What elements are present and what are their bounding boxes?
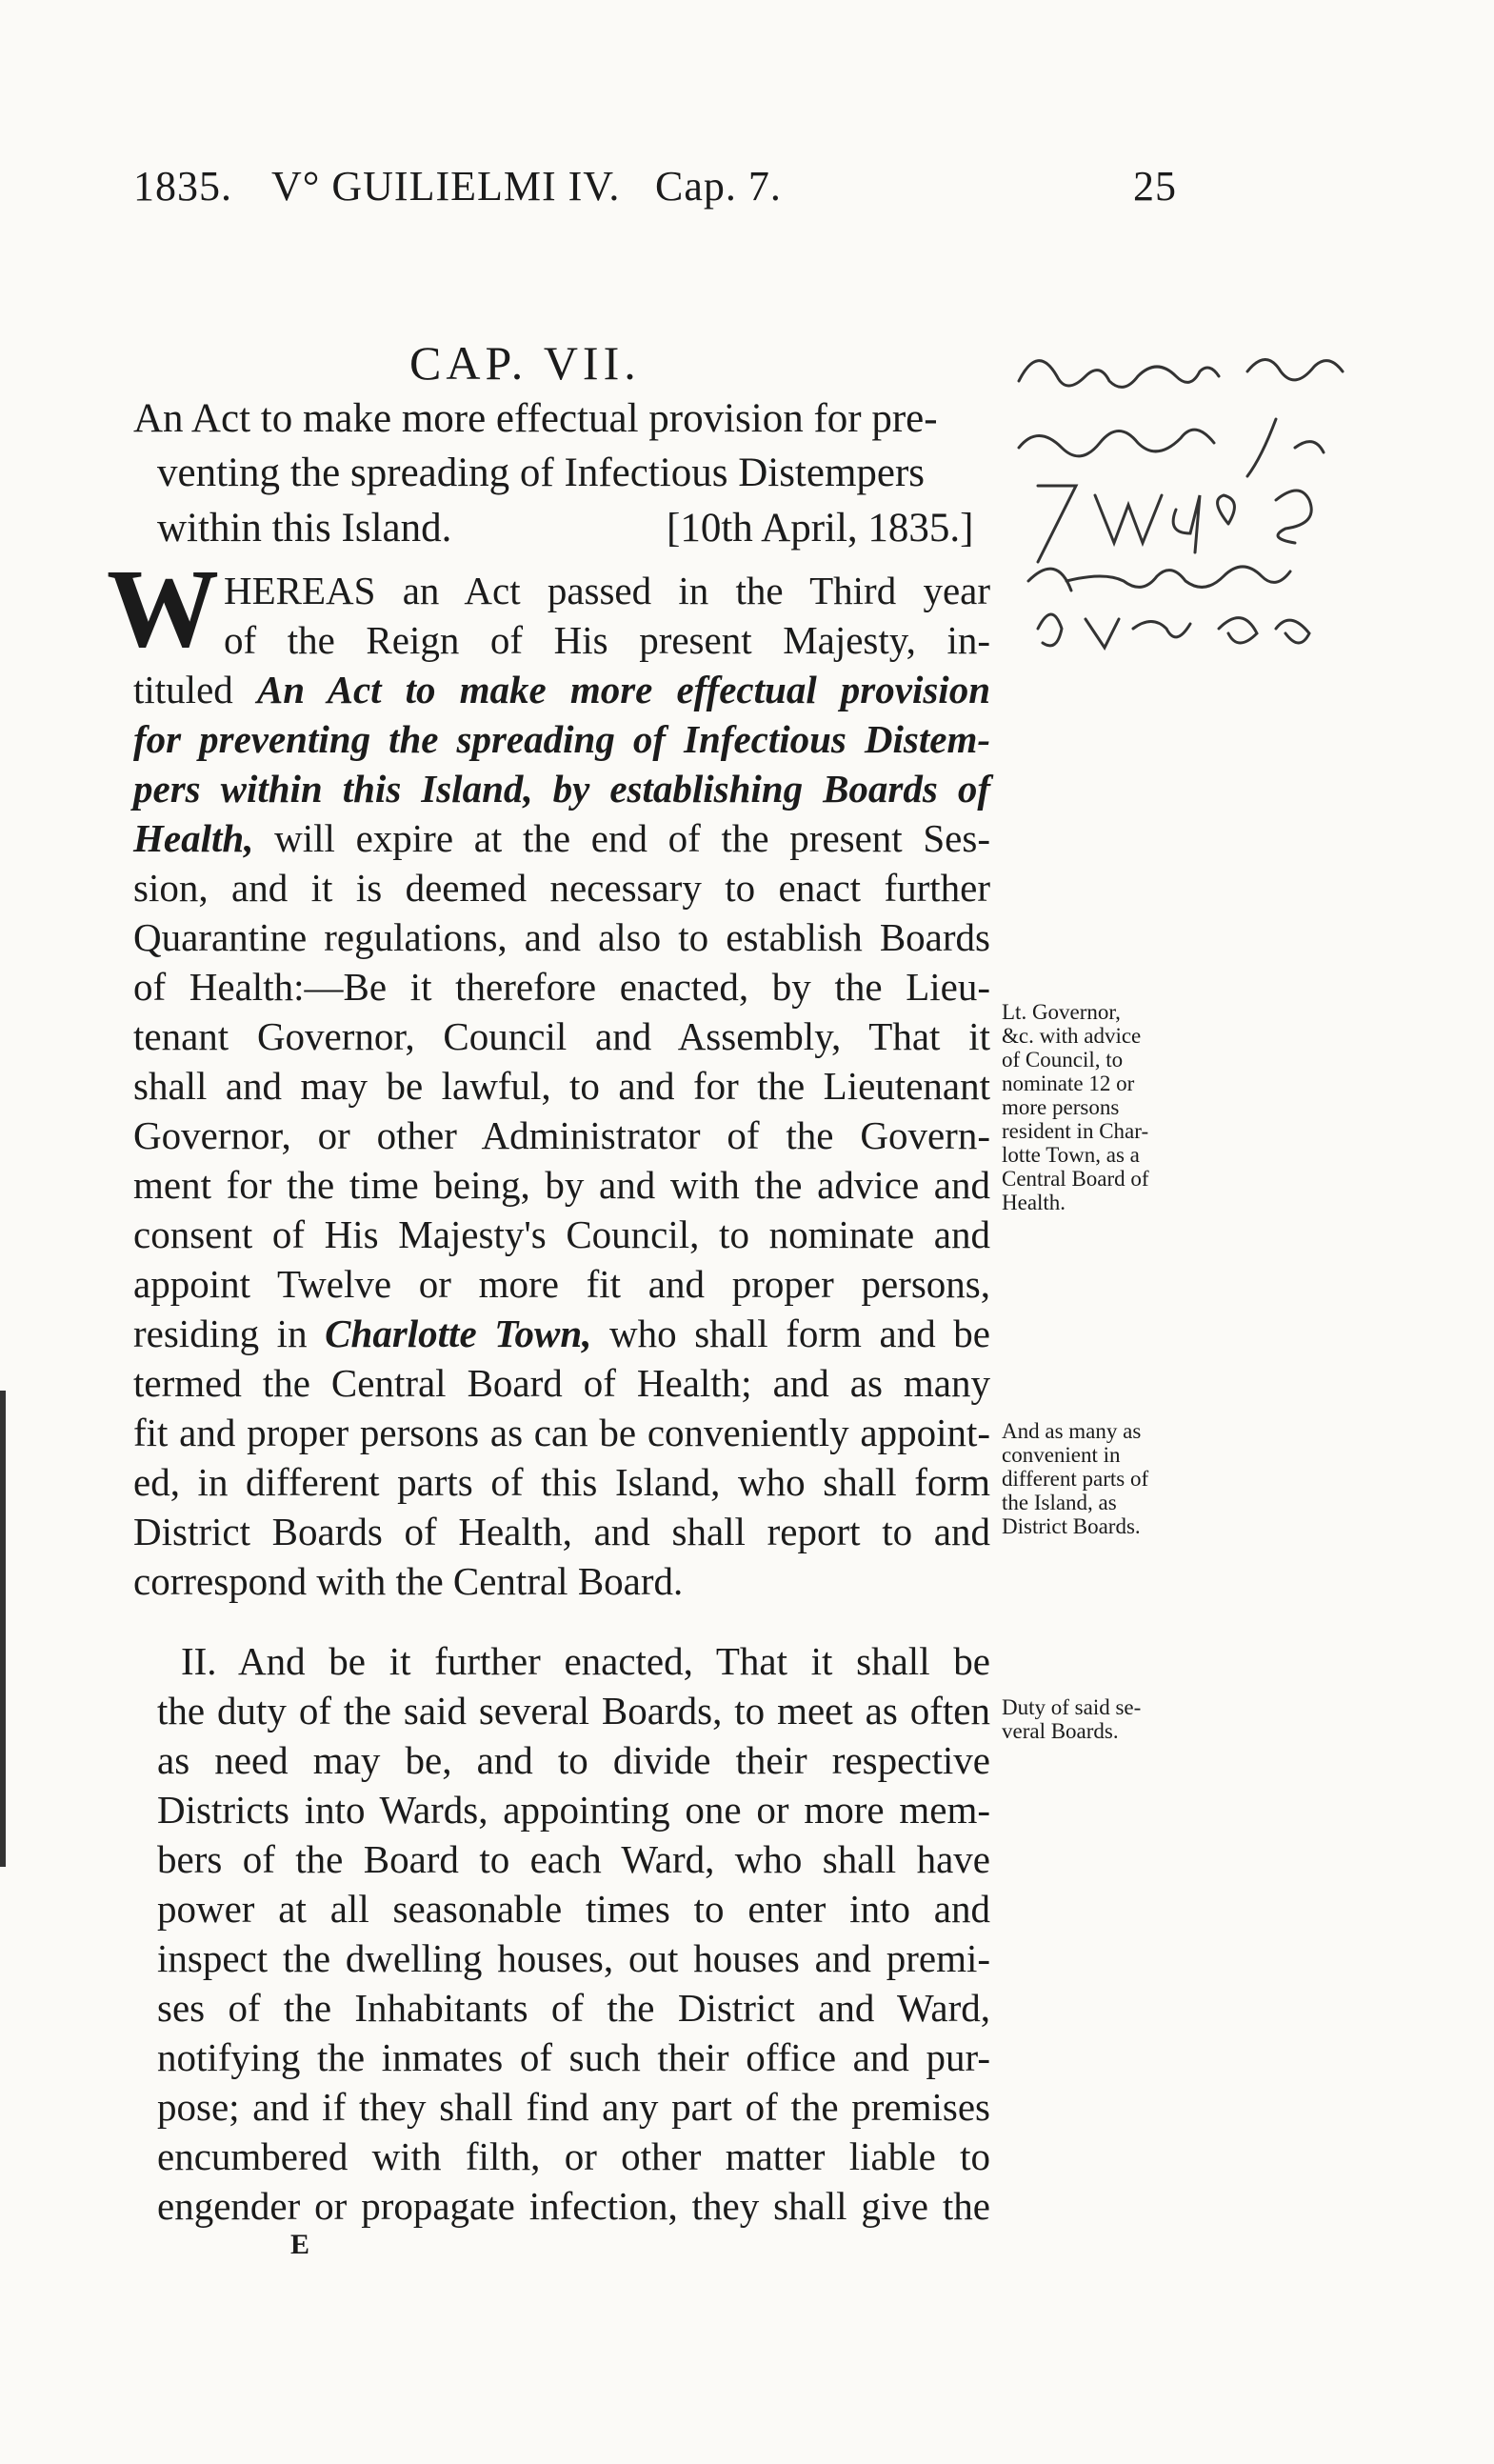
chapter-title: CAP. VII.: [409, 336, 641, 390]
body-text: who shall form and be: [591, 1312, 991, 1355]
marginal-note-line: resident in Char-: [1002, 1119, 1149, 1143]
body-line: consent of His Majesty's Council, to nominate and: [133, 1212, 990, 1256]
marginal-note-line: the Island, as: [1002, 1491, 1117, 1514]
section-line: the duty of the said several Boards, to meet as often: [157, 1689, 990, 1733]
statute-title: Health,: [133, 816, 254, 860]
body-line: of Health:—Be it therefore enacted, by the Lieu-: [133, 965, 990, 1009]
marginal-note-line: convenient in: [1002, 1443, 1121, 1467]
body-line: appoint Twelve or more fit and proper persons,: [133, 1262, 990, 1306]
marginal-note-line: different parts of: [1002, 1467, 1149, 1491]
marginal-note-line: of Council, to: [1002, 1048, 1124, 1072]
marginal-note-line: And as many as: [1002, 1419, 1142, 1443]
marginal-note: [1002, 1695, 1141, 1743]
marginal-note-line: veral Boards.: [1002, 1719, 1119, 1743]
marginal-note-line: nominate 12 or: [1002, 1072, 1135, 1095]
header-year: 1835.: [133, 163, 232, 210]
statute-title-line: for preventing the spreading of Infectious Distem-: [133, 717, 990, 761]
marginal-note-line: Duty of said se-: [1002, 1695, 1142, 1719]
header-reign: V° GUILIELMI IV.: [271, 163, 621, 210]
header-chapter: Cap. 7.: [655, 163, 782, 210]
drop-cap: W: [107, 546, 215, 671]
statute-title-line: pers within this Island, by establishing Boards of: [133, 767, 990, 811]
body-line: ment for the time being, by and with the advice and: [133, 1163, 990, 1207]
marginal-note-line: lotte Town, as a: [1002, 1143, 1140, 1167]
body-line: tenant Governor, Council and Assembly, That it: [133, 1014, 990, 1058]
statute-title: An Act to make more effectual provision: [256, 668, 991, 711]
marginal-note-line: &c. with advice: [1002, 1024, 1142, 1048]
marginal-note-line: District Boards.: [1002, 1514, 1141, 1538]
marginal-note: [1002, 1000, 1149, 1214]
section-line: II. And be it further enacted, That it shall be: [181, 1639, 990, 1683]
section-line: pose; and if they shall find any part of the premises: [157, 2085, 990, 2129]
section-line: power at all seasonable times to enter into and: [157, 1887, 990, 1931]
section-line: inspect the dwelling houses, out houses and premi-: [157, 1936, 990, 1980]
long-title-line: venting the spreading of Infectious Distempers: [157, 451, 926, 495]
marginal-note-line: Lt. Governor,: [1002, 1000, 1121, 1024]
page-number: 25: [1133, 163, 1177, 210]
body-line: ed, in different parts of this Island, who shall form: [133, 1460, 990, 1504]
enactment-date: [10th April, 1835.]: [667, 506, 974, 551]
place-name: Charlotte Town,: [325, 1312, 592, 1355]
body-line: [133, 815, 990, 861]
body-line: District Boards of Health, and shall report to and: [133, 1510, 990, 1553]
body-line: fit and proper persons as can be conveniently appoint-: [133, 1411, 990, 1454]
marginal-note: [1002, 1419, 1148, 1538]
body-line: Governor, or other Administrator of the Govern-: [133, 1113, 990, 1157]
section-line: ses of the Inhabitants of the District and Ward,: [157, 1986, 990, 2030]
body-text: residing in: [133, 1312, 326, 1355]
body-line: [133, 667, 990, 712]
body-line: HEREAS an Act passed in the Third year: [224, 569, 990, 612]
long-title-line: within this Island.: [157, 506, 452, 551]
long-title-line: An Act to make more effectual provision for pre-: [133, 396, 938, 441]
body-text: tituled: [133, 668, 257, 711]
section-line: notifying the inmates of such their office and pur-: [157, 2035, 990, 2079]
body-line: correspond with the Central Board.: [133, 1559, 684, 1603]
signature-mark: E: [290, 2229, 310, 2260]
section-line: Districts into Wards, appointing one or more mem-: [157, 1788, 990, 1832]
body-line: of the Reign of His present Majesty, in-: [224, 618, 990, 662]
section-line: bers of the Board to each Ward, who shall have: [157, 1837, 990, 1881]
body-line: sion, and it is deemed necessary to enact further: [133, 866, 990, 910]
marginal-note-line: Health.: [1002, 1191, 1066, 1214]
section-line: as need may be, and to divide their respective: [157, 1738, 990, 1782]
body-line: shall and may be lawful, to and for the Lieutenant: [133, 1064, 990, 1108]
handwritten-annotation: [1009, 343, 1409, 667]
section-line: engender or propagate infection, they shall give the: [157, 2184, 990, 2228]
marginal-note-line: more persons: [1002, 1095, 1120, 1119]
body-line: termed the Central Board of Health; and as many: [133, 1361, 990, 1405]
body-line: Quarantine regulations, and also to establish Boards: [133, 915, 990, 959]
section-line: encumbered with filth, or other matter liable to: [157, 2134, 990, 2178]
marginal-note-line: Central Board of: [1002, 1167, 1149, 1191]
body-line: [133, 1311, 990, 1356]
scan-edge-mark: [0, 1391, 6, 1867]
body-text: will expire at the end of the present Ses-: [253, 816, 990, 860]
